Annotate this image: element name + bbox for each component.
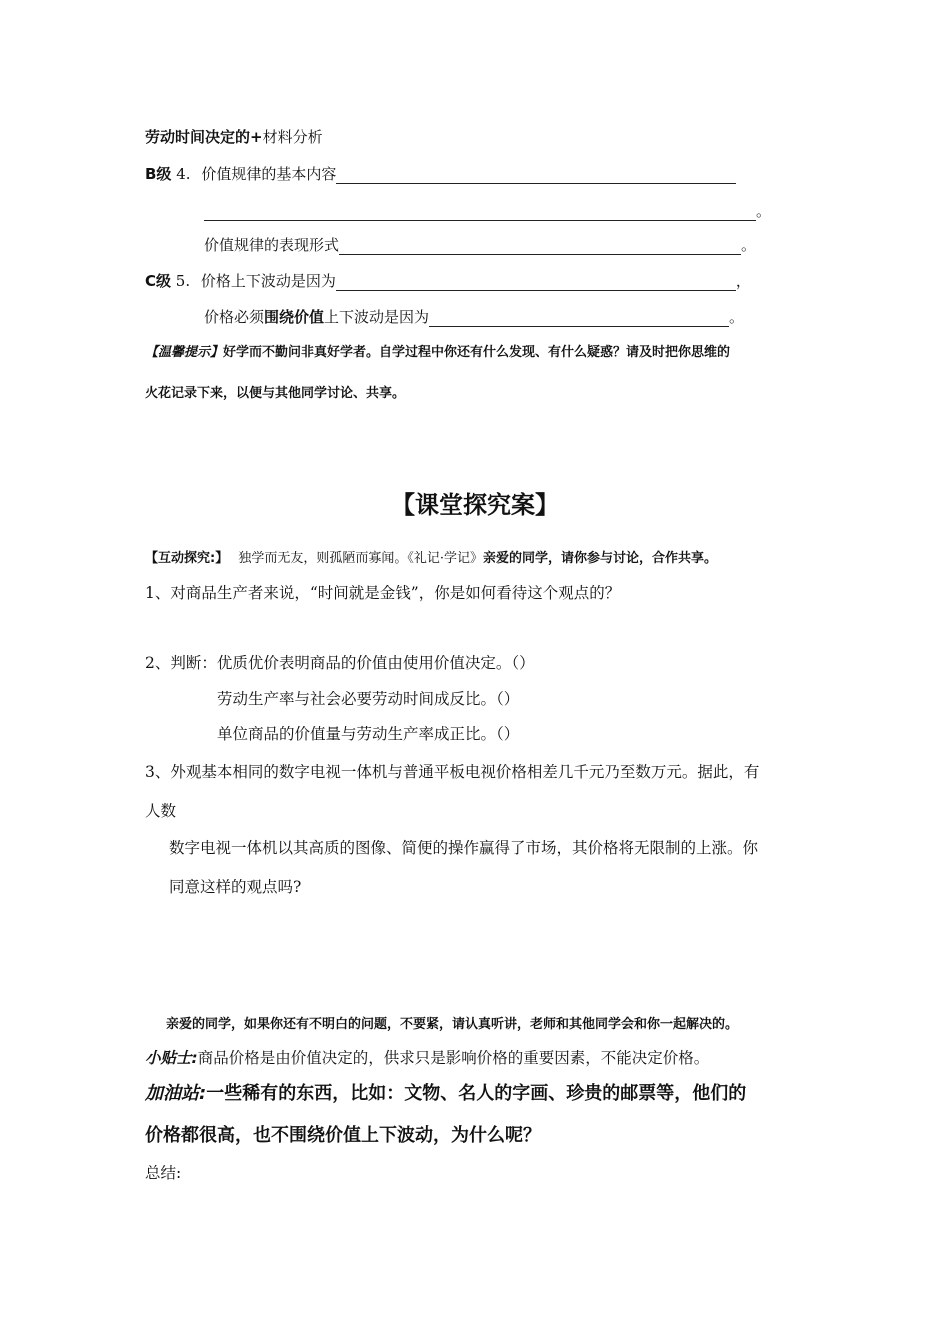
question-3-line2: 人数 <box>145 802 177 820</box>
q5-sub-blank[interactable] <box>429 310 729 327</box>
tips-label: 小贴士: <box>145 1049 198 1067</box>
preview-line-0 <box>145 127 323 147</box>
summary-label: 总结: <box>145 1164 182 1182</box>
q5-text: 价格上下波动是因为 <box>200 272 336 290</box>
tips-line <box>145 1048 709 1068</box>
q4-blank-2[interactable] <box>204 204 756 221</box>
q4-continuation <box>204 201 771 221</box>
question-3-line4: 同意这样的观点吗? <box>169 878 302 896</box>
boost-label: 加油站: <box>145 1083 207 1104</box>
question-2a: 2、判断：优质优价表明商品的价值由使用价值决定。（） <box>145 654 535 672</box>
q5-level: C级 <box>145 272 172 290</box>
q4-sub-text: 价值规律的表现形式 <box>204 236 340 254</box>
tip-label: 【温馨提示】 <box>145 345 224 360</box>
question-2c: 单位商品的价值量与劳动生产率成正比。（） <box>217 725 520 743</box>
q4-end: 。 <box>756 202 772 220</box>
boost-line-1 <box>145 1082 746 1106</box>
q4-num: 4. <box>176 165 191 183</box>
q4-sub-end: 。 <box>741 236 757 254</box>
tip-line1-text: 好学而不勤问非真好学者。自学过程中你还有什么发现、有什么疑惑？请及时把你思维的 <box>223 345 731 360</box>
question-3-line1: 3、外观基本相同的数字电视一体机与普通平板电视价格相差几千元乃至数万元。据此，有 <box>145 763 760 781</box>
question-2b: 劳动生产率与社会必要劳动时间成反比。（） <box>217 690 520 708</box>
interact-label: 【互动探究:】 <box>145 551 229 566</box>
q4-sub-blank[interactable] <box>339 238 741 255</box>
page-title: 【课堂探究案】 <box>391 491 559 519</box>
tips-text: 商品价格是由价值决定的，供求只是影响价格的重要因素，不能决定价格。 <box>197 1049 710 1067</box>
q4-blank[interactable] <box>336 167 736 184</box>
tip-line-1 <box>145 343 730 363</box>
q5-sub <box>204 307 744 327</box>
question-3-line3: 数字电视一体机以其高质的图像、简便的操作赢得了市场，其价格将无限制的上涨。你 <box>169 839 759 857</box>
q5-comma: ， <box>735 272 751 290</box>
question-5 <box>145 271 751 291</box>
q5-sub-bold: 围绕价值 <box>264 308 325 326</box>
q5-sub-b: 上下波动是因为 <box>324 308 430 326</box>
interact-quote: 独学而无友，则孤陋而寡闻。《礼记·学记》 <box>238 551 483 566</box>
q5-sub-end: 。 <box>729 308 745 326</box>
q5-blank[interactable] <box>336 274 736 291</box>
q4-level: B级 <box>145 165 172 183</box>
boost-line-2: 价格都很高，也不围绕价值上下波动，为什么呢？ <box>145 1125 541 1146</box>
interact-line <box>145 549 717 569</box>
question-1: 1、对商品生产者来说，“时间就是金钱”，你是如何看待这个观点的？ <box>145 584 621 602</box>
question-4 <box>145 164 736 184</box>
q4-text: 价值规律的基本内容 <box>201 165 337 183</box>
encourage-note: 亲爱的同学，如果你还有不明白的问题，不要紧，请认真听讲，老师和其他同学会和你一起解决的。 <box>166 1017 739 1032</box>
line0-rest: 材料分析 <box>262 128 323 146</box>
q5-num: 5. <box>175 272 191 290</box>
q5-sub-a: 价格必须 <box>204 308 265 326</box>
q4-sub <box>204 235 756 255</box>
tip-line2-text: 火花记录下来，以便与其他同学讨论、共享。 <box>145 386 406 401</box>
boost-line1-text: 一些稀有的东西，比如：文物、名人的字画、珍贵的邮票等，他们的 <box>206 1083 747 1104</box>
interact-call: 亲爱的同学，请你参与讨论，合作共享。 <box>482 551 717 566</box>
line0-bold: 劳动时间决定的+ <box>145 128 263 146</box>
tip-line-2 <box>145 384 405 404</box>
